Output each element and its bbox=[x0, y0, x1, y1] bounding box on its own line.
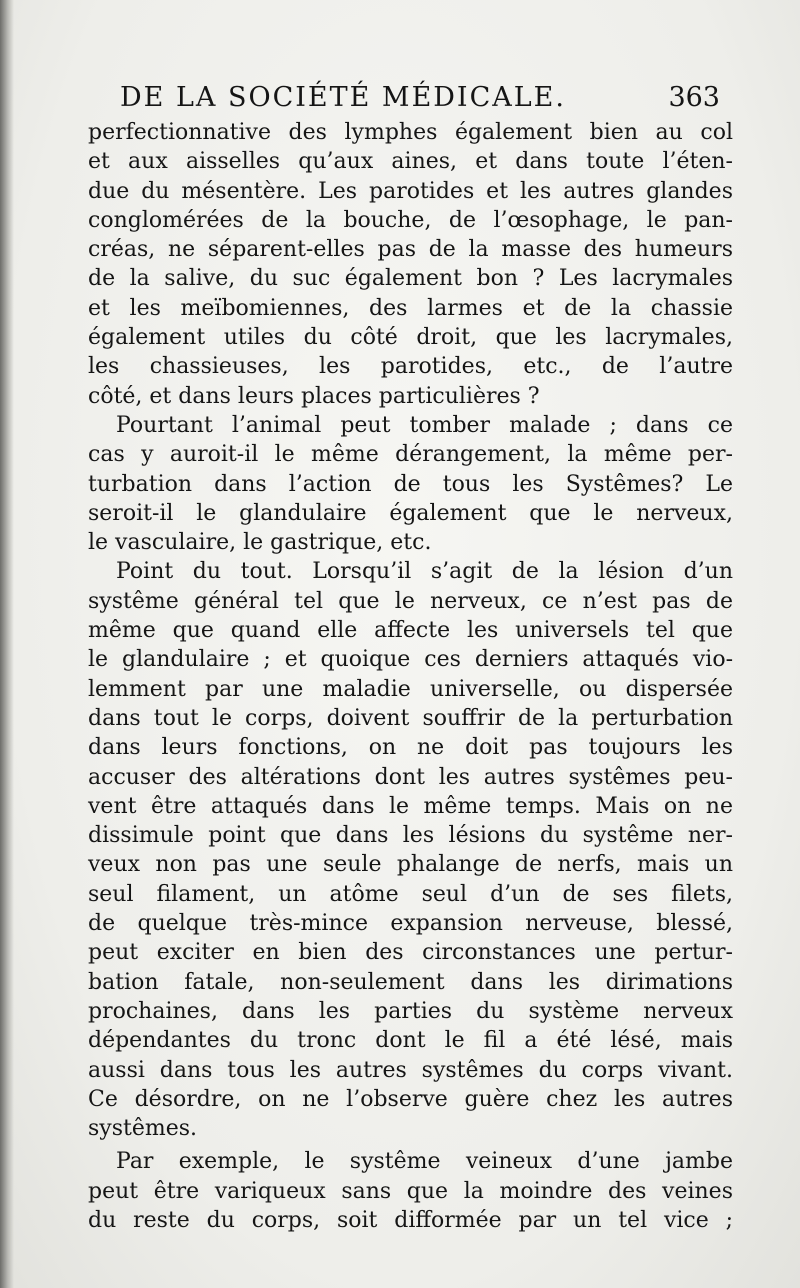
text-line: et aux aisselles qu’aux aines, et dans toute l’éten- bbox=[88, 149, 733, 175]
text-line: Ce désordre, on ne l’observe guère chez les autres bbox=[88, 1086, 733, 1112]
text-line: perfectionnative des lymphes également bien au col bbox=[88, 120, 733, 145]
text-line: de la salive, du suc également bon ? Les lacrymales bbox=[88, 266, 733, 292]
text-line: et les meïbomiennes, des larmes et de la chassie bbox=[88, 295, 733, 321]
text-line: bation fatale, non-seulement dans les dirimations bbox=[88, 969, 733, 995]
text-line: même que quand elle affecte les universels tel que bbox=[88, 618, 733, 644]
page-gutter-shadow bbox=[0, 0, 14, 1288]
body-text bbox=[88, 118, 733, 1235]
running-header bbox=[120, 78, 720, 118]
text-line: du reste du corps, soit difformée par un tel vice ; bbox=[88, 1207, 733, 1233]
running-title: DE LA SOCIÉTÉ MÉDICALE. bbox=[120, 82, 566, 113]
text-line: dépendantes du tronc dont le fil a été lésé, mais bbox=[88, 1028, 733, 1054]
text-line: accuser des altérations dont les autres systêmes peu- bbox=[88, 764, 733, 790]
paragraph-start-line: Pourtant l’animal peut tomber malade ; dans ce bbox=[116, 412, 733, 438]
text-line: lemment par une maladie universelle, ou dispersée bbox=[88, 676, 733, 702]
text-line: peut être variqueux sans que la moindre des veines bbox=[88, 1178, 733, 1204]
text-line: turbation dans l’action de tous les Systêmes? Le bbox=[88, 471, 733, 497]
text-line: côté, et dans leurs places particulières ? bbox=[88, 383, 540, 409]
text-line: vent être attaqués dans le même temps. Mais on ne bbox=[88, 793, 733, 819]
text-line: cas y auroit-il le même dérangement, la même per- bbox=[88, 442, 733, 468]
text-line: dans leurs fonctions, on ne doit pas toujours les bbox=[88, 735, 733, 761]
page-number: 363 bbox=[668, 82, 720, 113]
text-line: aussi dans tous les autres systêmes du corps vivant. bbox=[88, 1057, 733, 1083]
text-line: seul filament, un atôme seul d’un de ses filets, bbox=[88, 881, 733, 907]
text-line: due du mésentère. Les parotides et les autres glandes bbox=[88, 178, 733, 204]
text-line: systême général tel que le nerveux, ce n’est pas de bbox=[88, 588, 733, 614]
text-line: les chassieuses, les parotides, etc., de l’autre bbox=[88, 354, 733, 380]
paragraph-start-line: Point du tout. Lorsqu’il s’agit de la lésion d’un bbox=[116, 559, 733, 585]
text-line: dans tout le corps, doivent souffrir de la perturbation bbox=[88, 705, 733, 731]
text-line: peut exciter en bien des circonstances une pertur- bbox=[88, 940, 733, 966]
text-line: seroit-il le glandulaire également que le nerveux, bbox=[88, 500, 733, 526]
text-line: également utiles du côté droit, que les lacrymales, bbox=[88, 325, 733, 351]
text-line: systêmes. bbox=[88, 1116, 198, 1142]
text-line: veux non pas une seule phalange de nerfs, mais un bbox=[88, 852, 733, 878]
text-line: de quelque très-mince expansion nerveuse, blessé, bbox=[88, 911, 733, 937]
text-line: créas, ne séparent-elles pas de la masse des humeurs bbox=[88, 237, 733, 263]
text-line: le glandulaire ; et quoique ces derniers attaqués vio- bbox=[88, 647, 733, 673]
paragraph-start-line: Par exemple, le systême veineux d’une jambe bbox=[116, 1149, 733, 1175]
text-line: le vasculaire, le gastrique, etc. bbox=[88, 530, 432, 556]
text-line: dissimule point que dans les lésions du systême ner- bbox=[88, 823, 733, 849]
text-line: prochaines, dans les parties du système nerveux bbox=[88, 998, 733, 1024]
text-line: conglomérées de la bouche, de l’œsophage, le pan- bbox=[88, 207, 733, 233]
